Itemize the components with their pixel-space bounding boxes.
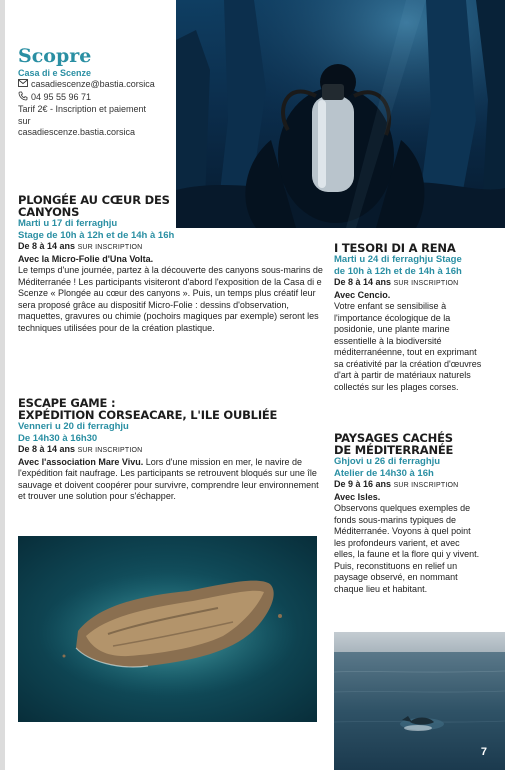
article-title: PLONGÉE AU CŒUR DES CANYONS (18, 193, 170, 219)
article-tesori (334, 242, 482, 393)
article-time: de 10h à 12h et de 14h à 16h (334, 265, 462, 277)
article-partner: Avec Cencio. (334, 289, 391, 300)
article-title: PAYSAGES CACHÉS (334, 431, 453, 445)
page-title: Scopre (18, 45, 92, 67)
article-partner: Avec la Micro-Folie d'Una Volta. (18, 253, 154, 264)
article-partner: Avec l'association Mare Vivu. (18, 456, 144, 467)
email-link[interactable]: casadiescenze@bastia.corsica (31, 79, 155, 89)
article-title-line-2: EXPÉDITION CORSEACARE, L'ILE OUBLIÉE (18, 408, 278, 422)
envelope-icon (18, 79, 30, 91)
whale-sea-photo (334, 632, 505, 770)
email-line (18, 79, 178, 91)
phone-line (18, 91, 178, 105)
tarif-line-1: Tarif 2€ - Inscription et paiement (18, 104, 147, 114)
article-title-line-2: DE MÉDITERRANÉE (334, 443, 454, 457)
article-body: Votre enfant se sensibilise à l'importance écologique de la posidonie, une plante marine essentielle à la biodiversité méditerranéenne, tout en exprimant sa créativité par la création d'œuvres d'art à partir de matériaux naturels collectés sur les plages corses. (334, 301, 482, 392)
article-paysages (334, 432, 482, 595)
page-edge (0, 0, 5, 770)
article-time: De 14h30 à 16h30 (18, 432, 98, 444)
article-title: I TESORI DI A RENA (334, 241, 456, 255)
article-time: Stage de 10h à 12h et de 14h à 16h (18, 229, 175, 241)
article-date: Venneri u 20 di ferraghju (18, 421, 129, 432)
phone-icon (18, 91, 30, 105)
article-date: Marti u 17 di ferraghju (18, 218, 118, 229)
article-body: Avec l'association Mare Vivu. Lors d'une mission en mer, le navire de l'expédition fait naufrage. Les participants se retrouvent bloqués sur une île sauvage et doivent coopérer pour survivre, comprendre leur environnement et trouver une solution pour s'échapper. (18, 456, 319, 501)
phone-number[interactable]: 04 95 55 96 71 (31, 91, 92, 102)
article-title: ESCAPE GAME : (18, 396, 116, 410)
tarif-line-2: sur (18, 115, 31, 126)
article-escape-game (18, 397, 323, 503)
article-date: Marti u 24 di ferraghju Stage (334, 254, 462, 265)
article-partner: Avec Isles. (334, 491, 381, 502)
article-date: Ghjovi u 26 di ferraghju (334, 456, 441, 467)
header-block (18, 46, 178, 139)
website-link[interactable]: casadiescenze.bastia.corsica (18, 127, 136, 137)
article-body: Observons quelques exemples de fonds sous-marins typiques de Méditerranée. Voyons à quel point les profondeurs varient, et avec elles, la faune et la flore qui y vivent. Puis, reconstituons en relief un paysage observé, en nommant chaque lieu et habitant. (334, 503, 480, 594)
article-time: Atelier de 14h30 à 16h (334, 467, 434, 479)
article-body: Le temps d'une journée, partez à la découverte des canyons sous-marins de Méditerranée ! Les participants visiteront d'abord l'exposition de la Casa di e Scenze « Plongée au cœur des canyons ». Puis, un temps plus créatif leur sera proposé grâce au dispositif Micro-Folie : dessins d'observation, maquettes, gravures ou chimie (pochoirs magiques par exemple) seront les techniques utilisées pour de la création plastique. (18, 265, 323, 333)
island-aerial-photo (18, 536, 317, 722)
page-number: 7 (480, 746, 487, 758)
article-age: De 8 à 14 ans SUR INSCRIPTION (18, 241, 143, 251)
venue-name: Casa di e Scenze (18, 68, 92, 78)
article-age: De 8 à 14 ans SUR INSCRIPTION (18, 444, 143, 454)
article-plongee (18, 194, 323, 334)
article-age: De 9 à 16 ans SUR INSCRIPTION (334, 479, 459, 489)
article-age: De 8 à 14 ans SUR INSCRIPTION (334, 277, 459, 287)
